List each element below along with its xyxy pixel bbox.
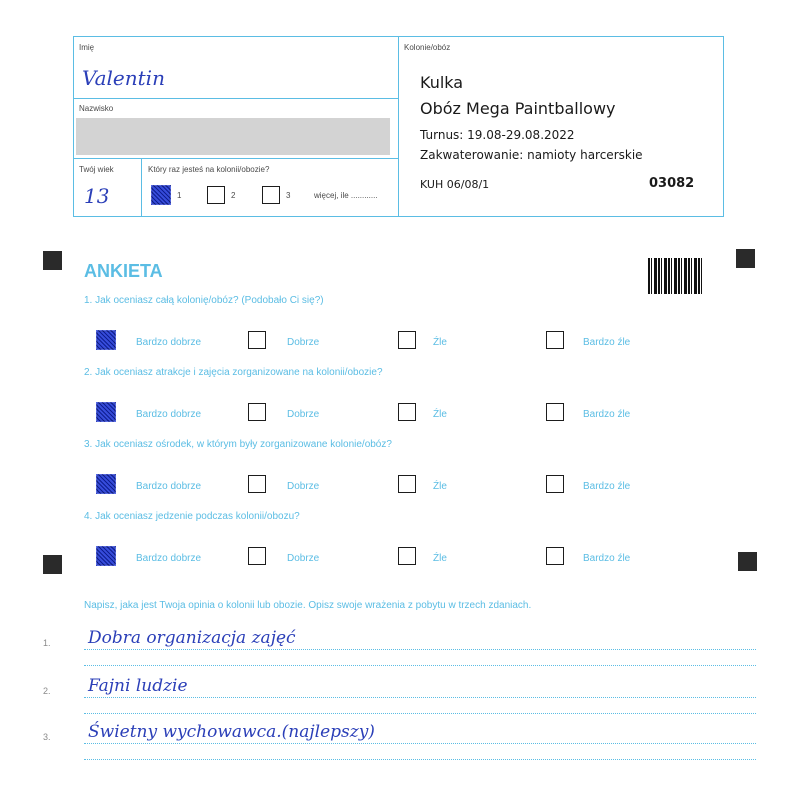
registration-marker-bottom-left [43, 555, 62, 574]
question-2-option-4-label: Bardzo źle [583, 409, 631, 420]
opinion-line-1-rule-1 [84, 649, 756, 650]
camp-code: KUH 06/08/1 [420, 178, 490, 191]
question-3-checkbox-4[interactable] [546, 475, 564, 493]
times-option-2: 2 [231, 191, 236, 200]
surname-divider [73, 158, 399, 159]
opinion-line-3-rule-1 [84, 743, 756, 744]
opinion-line-1-number: 1. [43, 638, 51, 648]
question-3-option-4-label: Bardzo źle [583, 481, 631, 492]
opinion-line-3-rule-2 [84, 759, 756, 760]
times-more-label: więcej, ile ............ [314, 191, 378, 200]
opinion-line-1-text[interactable]: Dobra organizacja zajęć [88, 628, 296, 648]
opinion-line-2-rule-1 [84, 697, 756, 698]
question-1-checkbox-2[interactable] [248, 331, 266, 349]
times-checkbox-3[interactable] [262, 186, 280, 204]
name-divider [73, 98, 399, 99]
question-2-checkbox-3[interactable] [398, 403, 416, 421]
accommodation: Zakwaterowanie: namioty harcerskie [420, 148, 643, 162]
question-2-checkbox-1[interactable] [97, 403, 115, 421]
question-1-option-4-label: Bardzo źle [583, 337, 631, 348]
opinion-line-3-text[interactable]: Świetny wychowawca.(najlepszy) [88, 722, 375, 742]
question-2-checkbox-2[interactable] [248, 403, 266, 421]
form-number: 03082 [649, 176, 695, 191]
name-label: Imię [79, 43, 95, 52]
opinion-line-2-rule-2 [84, 713, 756, 714]
question-3-checkbox-3[interactable] [398, 475, 416, 493]
question-3-checkbox-2[interactable] [248, 475, 266, 493]
question-4-option-1-label: Bardzo dobrze [136, 553, 202, 564]
age-label: Twój wiek [79, 165, 114, 174]
registration-marker-bottom-right [738, 552, 757, 571]
times-option-3: 3 [286, 191, 291, 200]
question-2-text: 2. Jak oceniasz atrakcje i zajęcia zorganizowane na kolonii/obozie? [84, 367, 383, 378]
question-4-text: 4. Jak oceniasz jedzenie podczas kolonii/obozu? [84, 511, 300, 522]
question-1-text: 1. Jak oceniasz całą kolonię/obóz? (Podobało Ci się?) [84, 295, 324, 306]
question-2-option-3-label: Źle [433, 409, 447, 420]
surname-redaction [76, 118, 390, 155]
surname-label: Nazwisko [79, 104, 114, 113]
opinion-line-2-number: 2. [43, 686, 51, 696]
question-3-option-2-label: Dobrze [287, 481, 320, 492]
question-3-option-1-label: Bardzo dobrze [136, 481, 202, 492]
barcode-icon [648, 258, 704, 294]
question-4-checkbox-4[interactable] [546, 547, 564, 565]
question-2-checkbox-4[interactable] [546, 403, 564, 421]
header-divider [398, 36, 399, 217]
age-divider [141, 158, 142, 217]
question-3-checkbox-1[interactable] [97, 475, 115, 493]
opinion-line-1-rule-2 [84, 665, 756, 666]
question-1-checkbox-3[interactable] [398, 331, 416, 349]
question-4-checkbox-1[interactable] [97, 547, 115, 565]
question-4-checkbox-3[interactable] [398, 547, 416, 565]
question-1-option-2-label: Dobrze [287, 337, 320, 348]
opinion-prompt: Napisz, jaka jest Twoja opinia o kolonii lub obozie. Opisz swoje wrażenia z pobytu w trzech zdaniach. [84, 600, 532, 611]
registration-marker-top-left [43, 251, 62, 270]
times-checkbox-1[interactable] [152, 186, 170, 204]
question-4-checkbox-2[interactable] [248, 547, 266, 565]
opinion-line-3-number: 3. [43, 732, 51, 742]
question-3-option-3-label: Źle [433, 481, 447, 492]
times-label: Który raz jesteś na kolonii/obozie? [148, 165, 270, 174]
question-2-option-2-label: Dobrze [287, 409, 320, 420]
times-option-1: 1 [177, 191, 182, 200]
question-1-option-3-label: Źle [433, 337, 447, 348]
turnus: Turnus: 19.08-29.08.2022 [420, 128, 575, 142]
question-1-option-1-label: Bardzo dobrze [136, 337, 202, 348]
survey-title: ANKIETA [84, 261, 163, 281]
age-value: 13 [84, 184, 110, 208]
registration-marker-top-right [736, 249, 755, 268]
question-1-checkbox-4[interactable] [546, 331, 564, 349]
name-value: Valentin [82, 66, 165, 90]
question-4-option-4-label: Bardzo źle [583, 553, 631, 564]
camp-label: Kolonie/obóz [404, 43, 451, 52]
opinion-line-2-text[interactable]: Fajni ludzie [88, 676, 188, 696]
question-4-option-3-label: Źle [433, 553, 447, 564]
times-checkbox-2[interactable] [207, 186, 225, 204]
question-2-option-1-label: Bardzo dobrze [136, 409, 202, 420]
camp-name-line1: Kulka [420, 73, 464, 92]
question-1-checkbox-1[interactable] [97, 331, 115, 349]
question-4-option-2-label: Dobrze [287, 553, 320, 564]
question-3-text: 3. Jak oceniasz ośrodek, w którym były zorganizowane kolonie/obóz? [84, 439, 392, 450]
camp-name-line2: Obóz Mega Paintballowy [420, 99, 616, 118]
